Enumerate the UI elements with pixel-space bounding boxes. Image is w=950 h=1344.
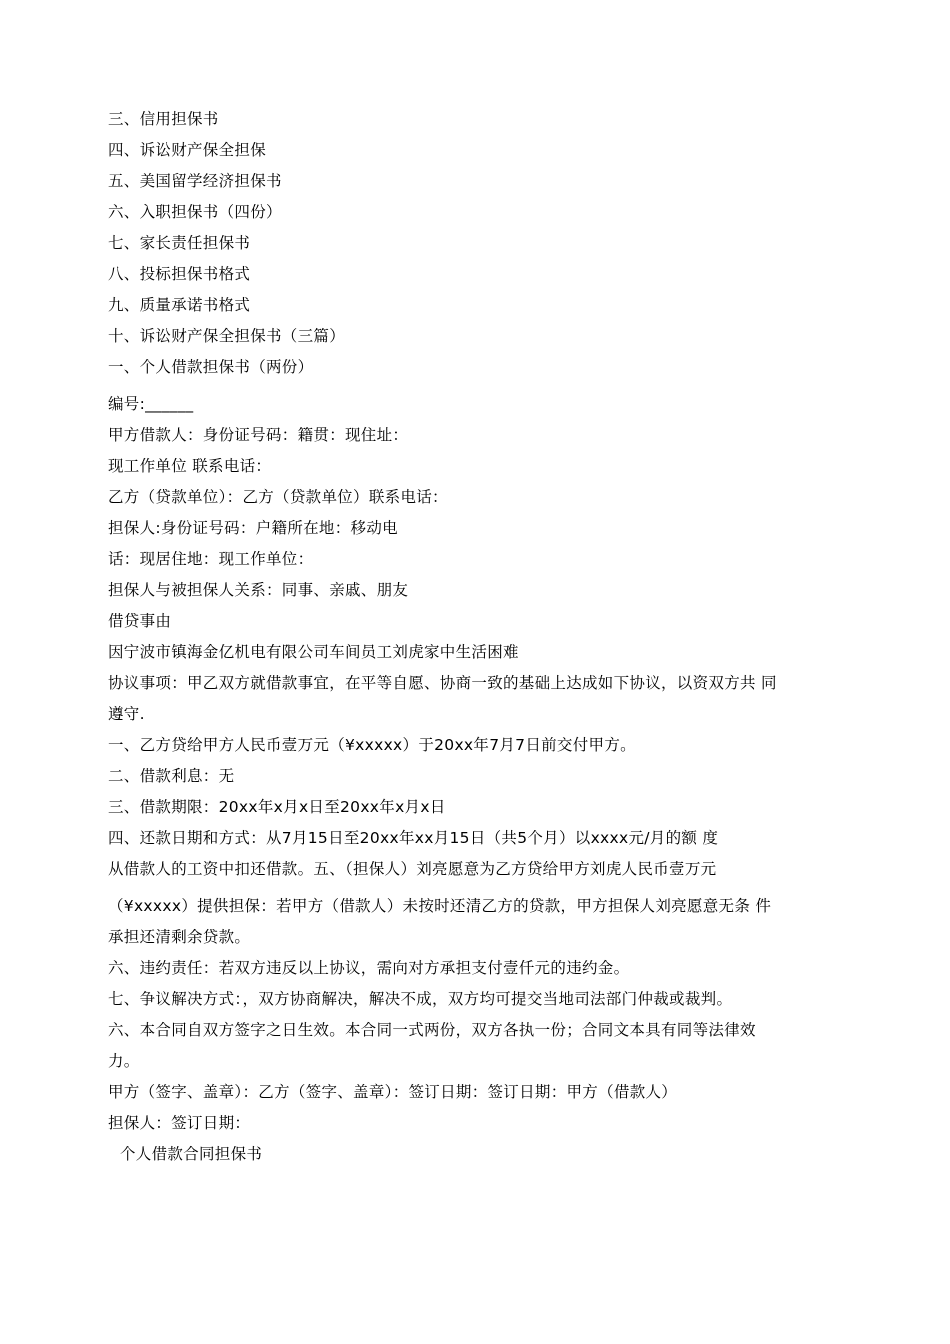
doc-number-field: 编号:______	[108, 395, 194, 413]
clause-effect-cont: 力。	[108, 1052, 140, 1070]
clause-5-end: 承担还清剩余贷款。	[108, 928, 251, 946]
list-item-quality-commitment: 九、质量承诺书格式	[108, 296, 251, 314]
clause-4-cont: 从借款人的工资中扣还借款。五、（担保人）刘亮愿意为乙方贷给甲方刘虎人民币壹万元	[108, 860, 717, 878]
party-a-info: 甲方借款人：身份证号码：籍贯：现住址：	[108, 426, 409, 444]
list-item-bid-guarantee: 八、投标担保书格式	[108, 265, 251, 283]
clause-3: 三、借款期限：20xx年x月x日至20xx年x月x日	[108, 798, 446, 816]
list-item-employment-guarantee: 六、入职担保书（四份）	[108, 203, 282, 221]
guarantor-signature-line: 担保人：签订日期：	[108, 1114, 251, 1132]
list-item-credit-guarantee: 三、信用担保书	[108, 110, 219, 128]
clause-4: 四、还款日期和方式：从7月15日至20xx年xx月15日（共5个月）以xxxx元/月的额 度	[108, 829, 719, 847]
document-body	[108, 104, 838, 1170]
clause-7-dispute: 七、争议解决方式：，双方协商解决，解决不成，双方均可提交当地司法部门仲裁或裁判。	[108, 990, 733, 1008]
party-a-work-info: 现工作单位 联系电话：	[108, 457, 272, 475]
section-heading-personal-loan: 一、个人借款担保书（两份）	[108, 358, 314, 376]
agreement-intro-cont: 遵守.	[108, 705, 145, 723]
list-item-litigation-preservation: 四、诉讼财产保全担保	[108, 141, 267, 159]
list-item-us-study-guarantee: 五、美国留学经济担保书	[108, 172, 282, 190]
clause-effect: 六、本合同自双方签字之日生效。本合同一式两份，双方各执一份；合同文本具有同等法律效	[108, 1021, 756, 1039]
guarantor-relationship: 担保人与被担保人关系：同事、亲戚、朋友	[108, 581, 409, 599]
loan-reason-label: 借贷事由	[108, 612, 172, 630]
list-item-parent-responsibility: 七、家长责任担保书	[108, 234, 251, 252]
guarantor-info: 担保人:身份证号码：户籍所在地：移动电	[108, 519, 398, 537]
party-b-info: 乙方（贷款单位）：乙方（贷款单位）联系电话：	[108, 488, 448, 506]
next-section-title: 个人借款合同担保书	[120, 1145, 263, 1163]
clause-1: 一、乙方贷给甲方人民币壹万元（¥xxxxx）于20xx年7月7日前交付甲方。	[108, 736, 636, 754]
agreement-intro: 协议事项：甲乙双方就借款事宜，在平等自愿、协商一致的基础上达成如下协议，以资双方共 同	[108, 674, 777, 692]
clause-2: 二、借款利息：无	[108, 767, 235, 785]
guarantor-address-info: 话：现居住地：现工作单位：	[108, 550, 314, 568]
list-item-litigation-guarantee-three: 十、诉讼财产保全担保书（三篇）	[108, 327, 346, 345]
loan-reason-text: 因宁波市镇海金亿机电有限公司车间员工刘虎家中生活困难	[108, 643, 519, 661]
clause-5-cont: （¥xxxxx）提供担保：若甲方（借款人）未按时还清乙方的贷款，甲方担保人刘亮愿意无条 件	[108, 897, 772, 915]
clause-6-breach: 六、违约责任：若双方违反以上协议，需向对方承担支付壹仟元的违约金。	[108, 959, 630, 977]
signature-line: 甲方（签字、盖章）：乙方（签字、盖章）：签订日期：签订日期：甲方（借款人）	[108, 1083, 678, 1101]
